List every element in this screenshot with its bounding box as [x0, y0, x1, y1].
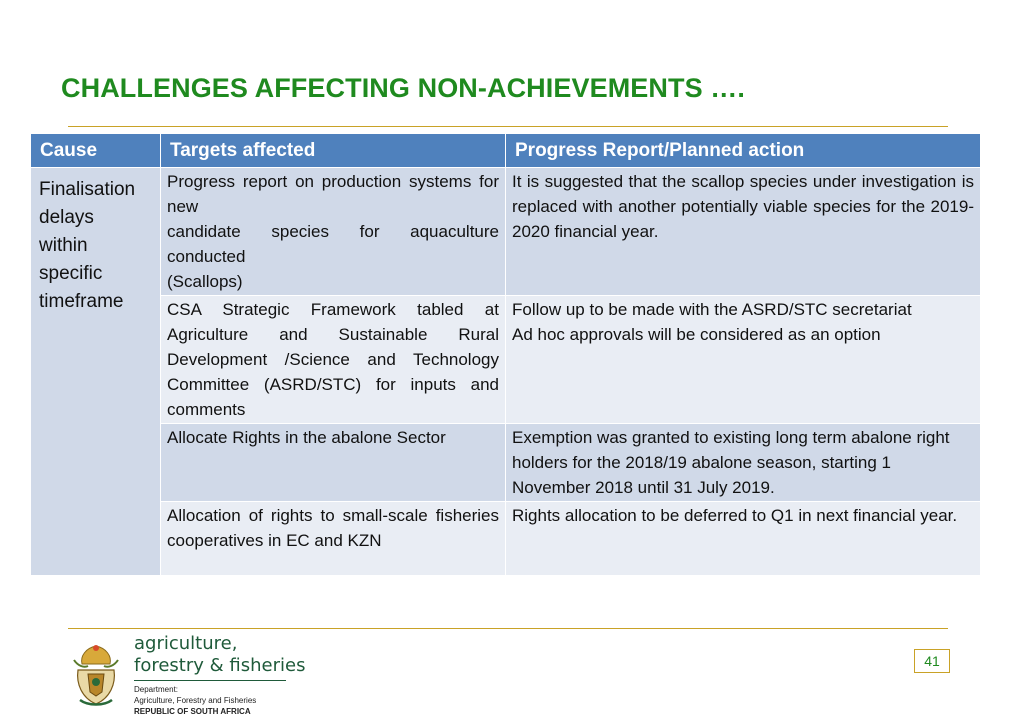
- table-row: [31, 168, 981, 296]
- department-name: Agriculture, Forestry and Fisheries: [134, 696, 257, 705]
- department-label: Department:: [134, 685, 179, 694]
- target-cell: CSA Strategic Framework tabled at Agriculture and Sustainable Rural Development /Science and Technology Committee (ASRD/STC) for inputs and comments: [161, 296, 506, 424]
- department-branding: [134, 633, 305, 717]
- cause-line: delays: [39, 207, 94, 228]
- action-cell: It is suggested that the scallop species under investigation is replaced with another potentially viable species for the 2019-2020 financial year.: [506, 168, 981, 296]
- table-row: [31, 296, 981, 424]
- action-cell: Exemption was granted to existing long term abalone right holders for the 2018/19 abalone season, starting 1 November 2018 until 31 July 2019.: [506, 424, 981, 502]
- target-cell: Allocation of rights to small-scale fisheries cooperatives in EC and KZN: [161, 502, 506, 576]
- slide-title: CHALLENGES AFFECTING NON-ACHIEVEMENTS ….: [61, 73, 746, 103]
- cause-line: timeframe: [39, 291, 124, 312]
- cause-cell: [31, 168, 161, 576]
- coat-of-arms-icon: [68, 640, 124, 715]
- cause-line: specific: [39, 263, 103, 284]
- cause-line: within: [39, 235, 88, 256]
- target-line: (Scallops): [167, 272, 243, 291]
- header-targets-affected: Targets affected: [161, 134, 506, 168]
- table-header-row: [31, 134, 981, 168]
- target-line: candidate species for aquaculture conducted: [167, 222, 499, 266]
- brand-line-agriculture: agriculture,: [134, 633, 238, 654]
- target-cell: Allocate Rights in the abalone Sector: [161, 424, 506, 502]
- target-line: Progress report on production systems for new: [167, 172, 499, 216]
- brand-divider: [134, 680, 286, 681]
- page-number: 41: [914, 649, 950, 673]
- table-row: [31, 502, 981, 576]
- cause-line: Finalisation: [39, 179, 136, 200]
- header-cause: Cause: [31, 134, 161, 168]
- country-name: REPUBLIC OF SOUTH AFRICA: [134, 707, 251, 716]
- target-cell: [161, 168, 506, 296]
- action-line: Ad hoc approvals will be considered as an option: [512, 325, 881, 344]
- action-cell: [506, 296, 981, 424]
- footer-divider: [68, 628, 948, 629]
- challenges-table: [30, 133, 981, 576]
- table-row: [31, 424, 981, 502]
- action-cell: Rights allocation to be deferred to Q1 in next financial year.: [506, 502, 981, 576]
- header-progress-report: Progress Report/Planned action: [506, 134, 981, 168]
- brand-line-forestry: forestry & fisheries: [134, 655, 306, 676]
- title-divider: [68, 126, 948, 127]
- action-line: Follow up to be made with the ASRD/STC secretariat: [512, 300, 912, 319]
